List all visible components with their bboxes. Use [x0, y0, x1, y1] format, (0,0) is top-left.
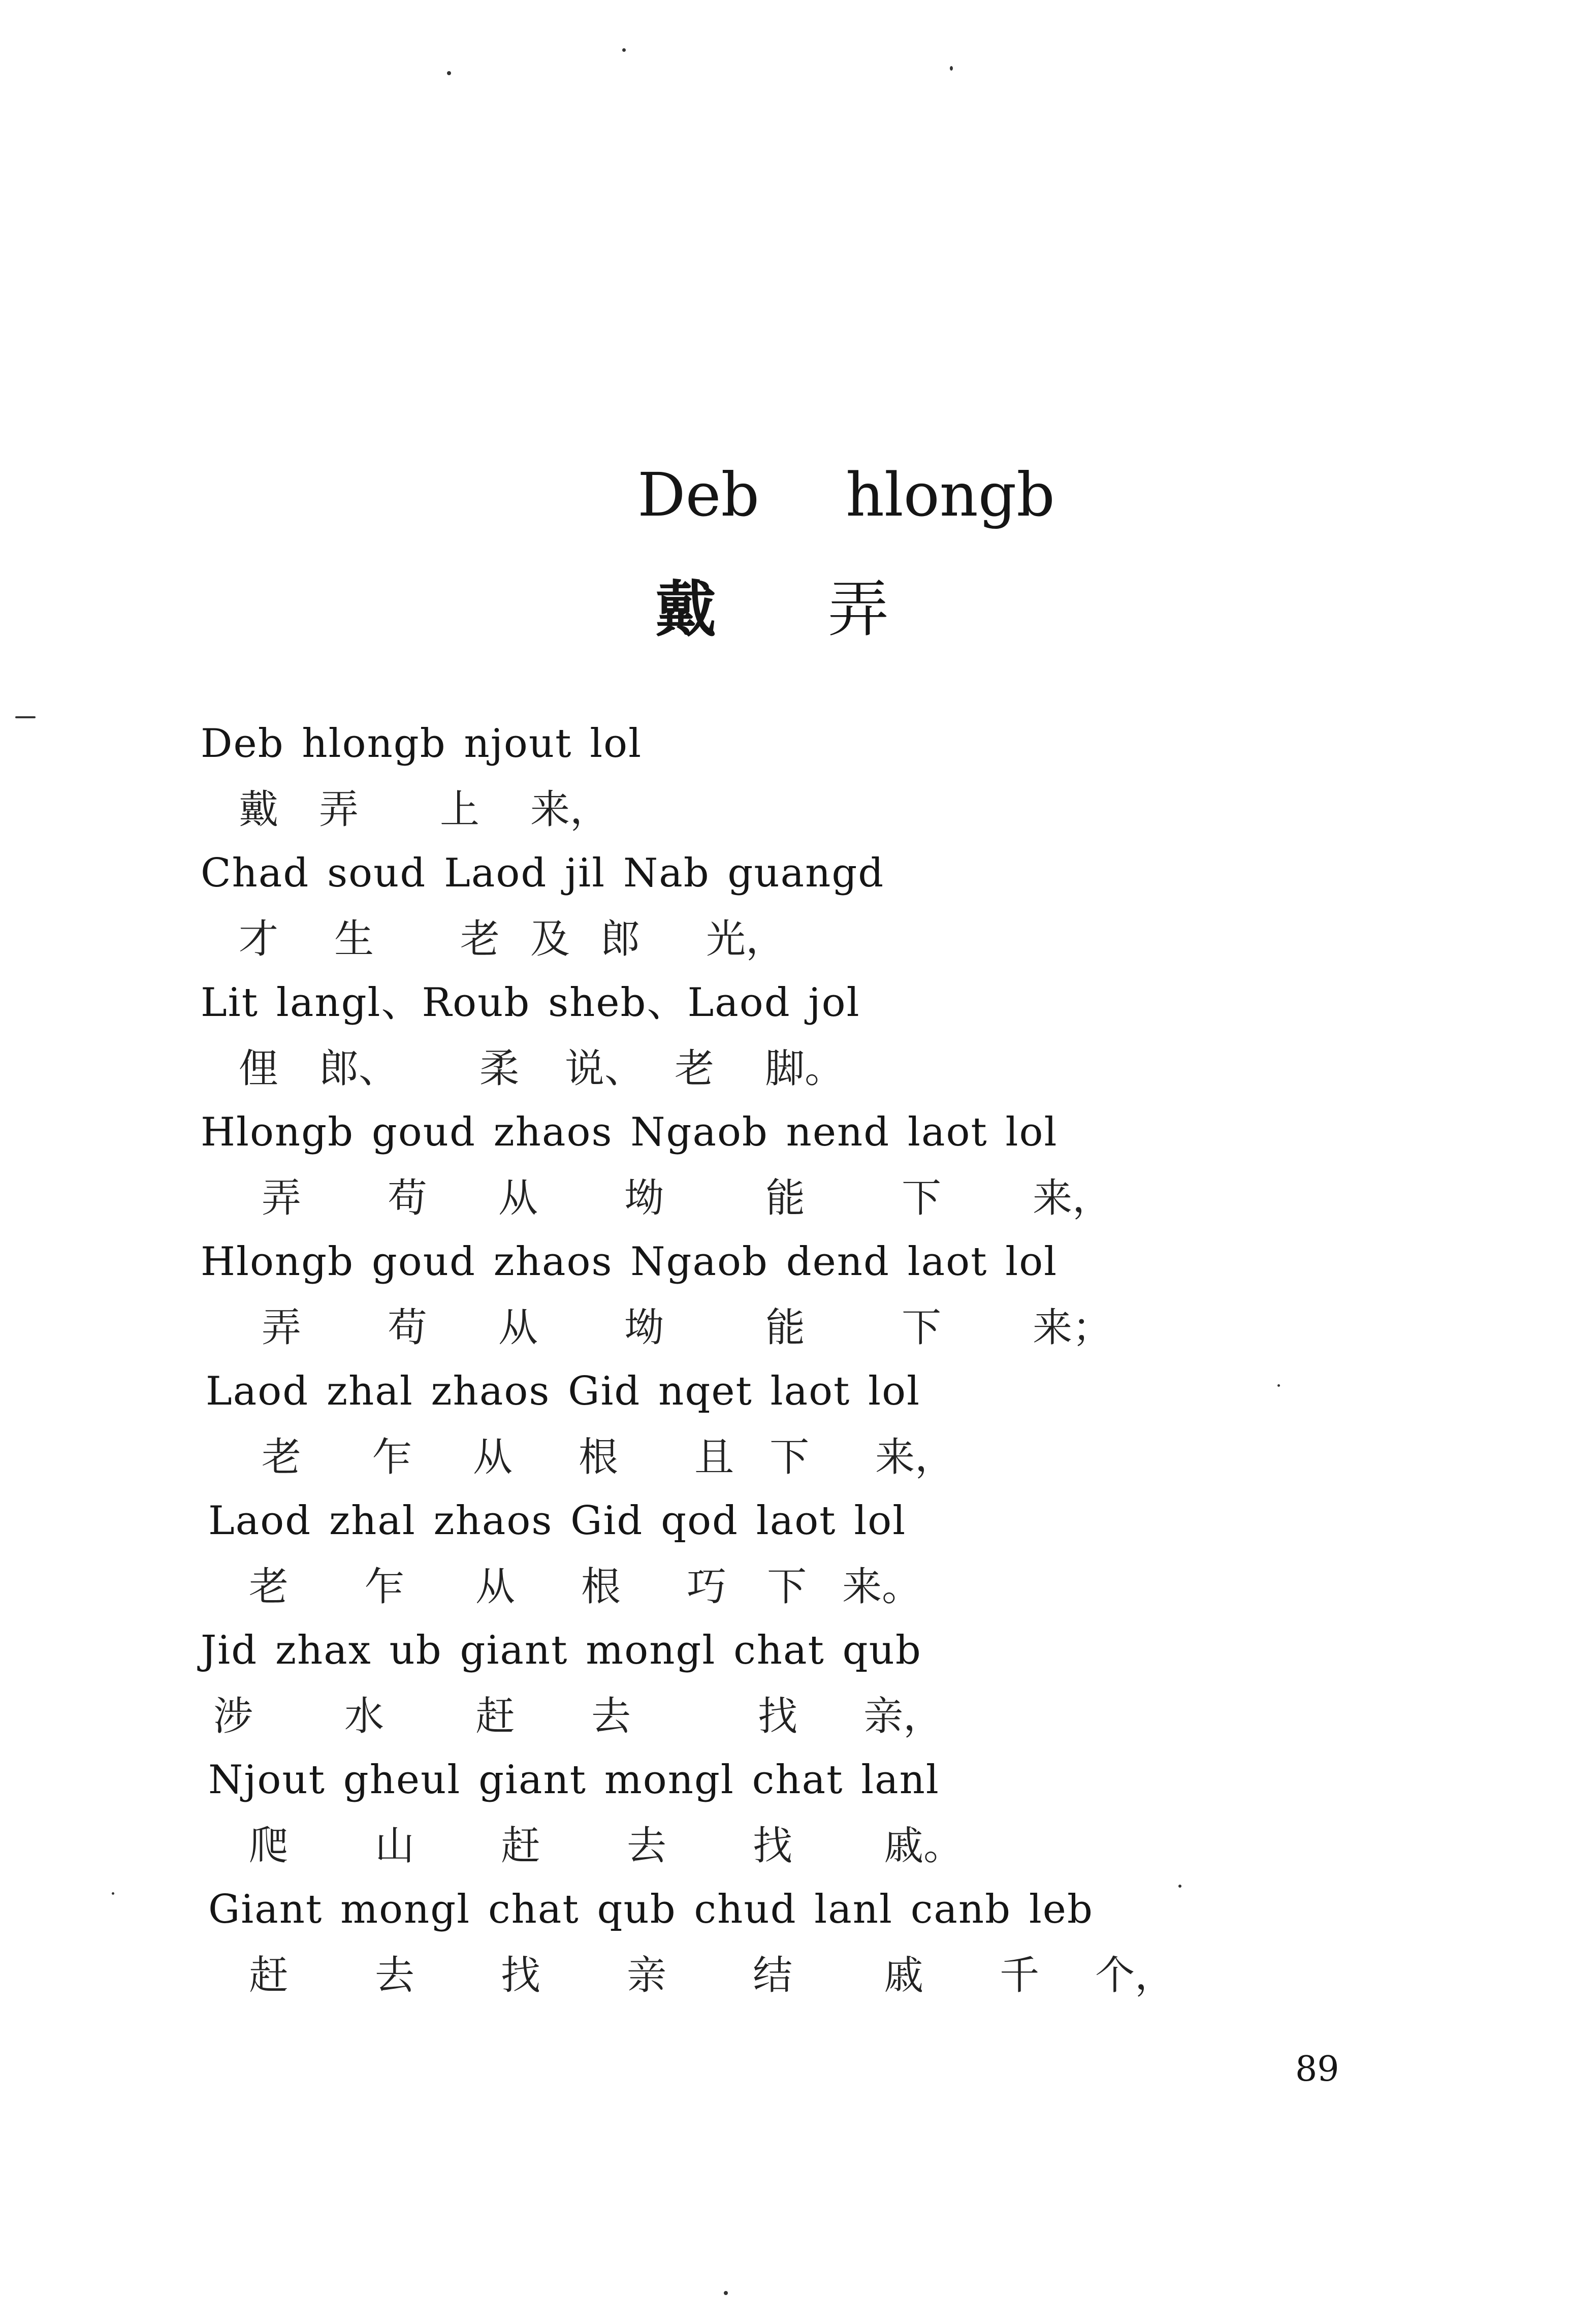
- scan-speck: [1277, 1384, 1280, 1387]
- gloss-char: 郎: [600, 916, 641, 962]
- gloss-char: 去: [591, 1694, 631, 1739]
- gloss-char: 老: [249, 1564, 289, 1610]
- miao-line: Jid zhax ub giant mongl chat qub: [201, 1628, 922, 1673]
- gloss-char: 生: [334, 916, 374, 962]
- gloss-char: 亲: [627, 1953, 667, 1998]
- miao-line: Hlongb goud zhaos Ngaob nend laot lol: [201, 1109, 1058, 1155]
- miao-line: Giant mongl chat qub chud lanl canb leb: [208, 1887, 1094, 1932]
- title-miao-word: hlongb: [845, 460, 1055, 530]
- gloss-char: 爬: [249, 1823, 289, 1869]
- gloss-char: 戚。: [884, 1823, 964, 1869]
- gloss-char: 根: [579, 1435, 619, 1480]
- gloss-char: 赶: [501, 1823, 541, 1869]
- scan-speck: [622, 48, 626, 52]
- gloss-char: 找: [501, 1953, 541, 1998]
- gloss-char: 柔: [479, 1046, 520, 1092]
- title-chinese-word: 戴: [655, 574, 716, 645]
- gloss-char: 乍: [372, 1435, 412, 1480]
- chinese-gloss-line: [213, 1694, 943, 1739]
- chinese-gloss-line: [239, 916, 786, 962]
- gloss-char: 苟: [388, 1305, 428, 1351]
- miao-line: Laod zhal zhaos Gid nqet laot lol: [206, 1368, 921, 1414]
- gloss-char: 老: [460, 916, 500, 962]
- miao-line: Njout gheul giant mongl chat lanl: [208, 1757, 940, 1803]
- gloss-char: 光，: [706, 916, 786, 962]
- chinese-gloss-line: [239, 787, 610, 833]
- scan-speck: [15, 716, 36, 718]
- gloss-char: 且: [694, 1435, 734, 1480]
- gloss-char: 能: [765, 1305, 806, 1351]
- gloss-char: 坳: [624, 1305, 664, 1351]
- gloss-char: 水: [344, 1694, 385, 1739]
- gloss-char: 赶: [249, 1953, 289, 1998]
- gloss-char: 找: [753, 1823, 793, 1869]
- gloss-char: 老: [262, 1435, 302, 1480]
- gloss-char: 去: [627, 1823, 667, 1869]
- gloss-char: 亲，: [863, 1694, 943, 1739]
- chinese-gloss-line: [239, 1046, 845, 1092]
- scan-speck: [724, 2291, 728, 2295]
- gloss-char: 从: [498, 1305, 538, 1351]
- gloss-char: 从: [475, 1564, 516, 1610]
- title-miao-word: Deb: [637, 460, 759, 530]
- gloss-char: 及: [530, 916, 570, 962]
- gloss-char: 坳: [624, 1175, 664, 1221]
- title-chinese-word: 弄: [828, 575, 889, 645]
- gloss-char: 苟: [388, 1175, 428, 1221]
- gloss-char: 涉: [213, 1694, 253, 1739]
- gloss-char: 赶: [475, 1694, 516, 1739]
- gloss-char: 弄: [262, 1175, 302, 1221]
- chinese-gloss-line: [249, 1564, 922, 1610]
- miao-line: Hlongb goud zhaos Ngaob dend laot lol: [201, 1239, 1058, 1285]
- gloss-char: 弄: [262, 1305, 302, 1351]
- gloss-char: 郎、: [319, 1046, 399, 1092]
- gloss-char: 从: [498, 1175, 538, 1221]
- gloss-char: 脚。: [765, 1046, 845, 1092]
- gloss-char: 弄: [319, 787, 359, 833]
- gloss-char: 根: [581, 1564, 621, 1610]
- scan-speck: [1178, 1885, 1181, 1888]
- scan-speck: [112, 1892, 114, 1895]
- gloss-char: 下: [767, 1564, 807, 1610]
- gloss-char: 来，: [530, 787, 610, 833]
- miao-line: Lit langl、Roub sheb、Laod jol: [201, 980, 860, 1026]
- gloss-char: 找: [758, 1694, 798, 1739]
- title-chinese: [655, 574, 889, 645]
- chinese-gloss-line: [262, 1175, 1112, 1221]
- gloss-char: 巧: [687, 1564, 727, 1610]
- gloss-char: 上: [440, 787, 480, 833]
- gloss-char: 下: [902, 1305, 942, 1351]
- gloss-char: 说、: [565, 1046, 645, 1092]
- gloss-char: 下: [902, 1175, 942, 1221]
- gloss-char: 去: [375, 1953, 415, 1998]
- chinese-gloss-line: [249, 1823, 964, 1869]
- miao-line: Laod zhal zhaos Gid qod laot lol: [208, 1498, 907, 1544]
- gloss-char: 来，: [1033, 1175, 1112, 1221]
- chinese-gloss-line: [262, 1305, 1112, 1351]
- gloss-char: 个，: [1095, 1953, 1175, 1998]
- chinese-gloss-line: [262, 1435, 955, 1480]
- gloss-char: 乍: [365, 1564, 405, 1610]
- title-miao: [637, 460, 1055, 530]
- gloss-char: 下: [770, 1435, 810, 1480]
- chinese-gloss-line: [249, 1953, 1175, 1998]
- gloss-char: 能: [765, 1175, 806, 1221]
- gloss-char: 戚: [884, 1953, 924, 1998]
- gloss-char: 从: [473, 1435, 513, 1480]
- gloss-char: 来。: [842, 1564, 922, 1610]
- scan-speck: [950, 66, 953, 71]
- page-number: 89: [1295, 2049, 1339, 2089]
- scan-speck: [447, 71, 451, 75]
- gloss-char: 才: [239, 916, 279, 962]
- gloss-char: 山: [375, 1823, 415, 1869]
- gloss-char: 来；: [1033, 1305, 1112, 1351]
- gloss-char: 戴: [239, 787, 279, 833]
- gloss-char: 老: [675, 1046, 715, 1092]
- gloss-char: 来，: [875, 1435, 955, 1480]
- gloss-char: 结: [753, 1953, 793, 1998]
- gloss-char: 千: [1000, 1953, 1040, 1998]
- gloss-char: 俚: [239, 1046, 279, 1092]
- miao-line: Deb hlongb njout lol: [201, 721, 643, 767]
- miao-line: Chad soud Laod jil Nab guangd: [201, 850, 885, 896]
